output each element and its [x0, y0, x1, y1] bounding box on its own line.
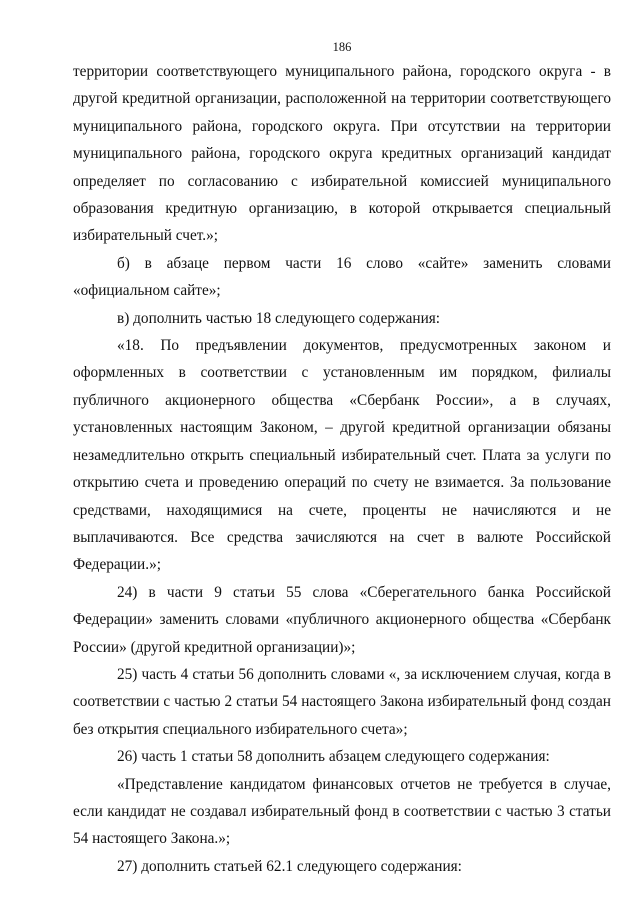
- paragraph-item-b: б) в абзаце первом части 16 слово «сайте» заменить словами «официальном сайте»;: [73, 254, 611, 300]
- paragraph-item-26: 26) часть 1 статьи 58 дополнить абзацем следующего содержания:: [117, 748, 550, 766]
- page-number: 186: [332, 40, 352, 54]
- paragraph-item-25: 25) часть 4 статьи 56 дополнить словами «, за исключением случая, когда в соответствии с частью 2 статьи 54 настоящего Закона избирательный фонд создан без открытия специального избирательного счета»;: [73, 665, 611, 738]
- paragraph-part-18: «18. По предъявлении документов, предусмотренных законом и оформленных в соответствии с установленным им порядком, филиалы публичного акционерного общества «Сбербанк России», а в случаях, установленных настоящим Законом, – другой кредитной организации обязаны незамедлительно открыть специальный избирательный счет. Плата за услуги по открытию счета и проведению операций по счету не взимается. За пользование средствами, находящимися на счете, проценты не начисляются и не выплачиваются. Все средства зачисляются на счет в валюте Российской Федерации.»;: [73, 337, 611, 574]
- paragraph-quote-reports: «Представление кандидатом финансовых отчетов не требуется в случае, если кандидат не создавал избирательный фонд в соответствии с частью 3 статьи 54 настоящего Закона.»;: [73, 775, 611, 848]
- paragraph-item-27: 27) дополнить статьей 62.1 следующего содержания:: [117, 857, 462, 875]
- paragraph-continuation: территории соответствующего муниципального района, городского округа - в другой кредитной организации, расположенной на территории соответствующего муниципального района, городского округа. При отсутствии на территории муниципального района, городского округа кредитных организаций кандидат определяет по согласованию с избирательной комиссией муниципального образования кредитную организацию, в которой открывается специальный избирательный счет.»;: [73, 63, 611, 245]
- paragraph-item-v: в) дополнить частью 18 следующего содержания:: [117, 309, 441, 327]
- document-body: [73, 58, 611, 880]
- paragraph-item-24: 24) в части 9 статьи 55 слова «Сберегательного банка Российской Федерации» заменить словами «публичного акционерного общества «Сбербанк России» (другой кредитной организации)»;: [73, 583, 611, 656]
